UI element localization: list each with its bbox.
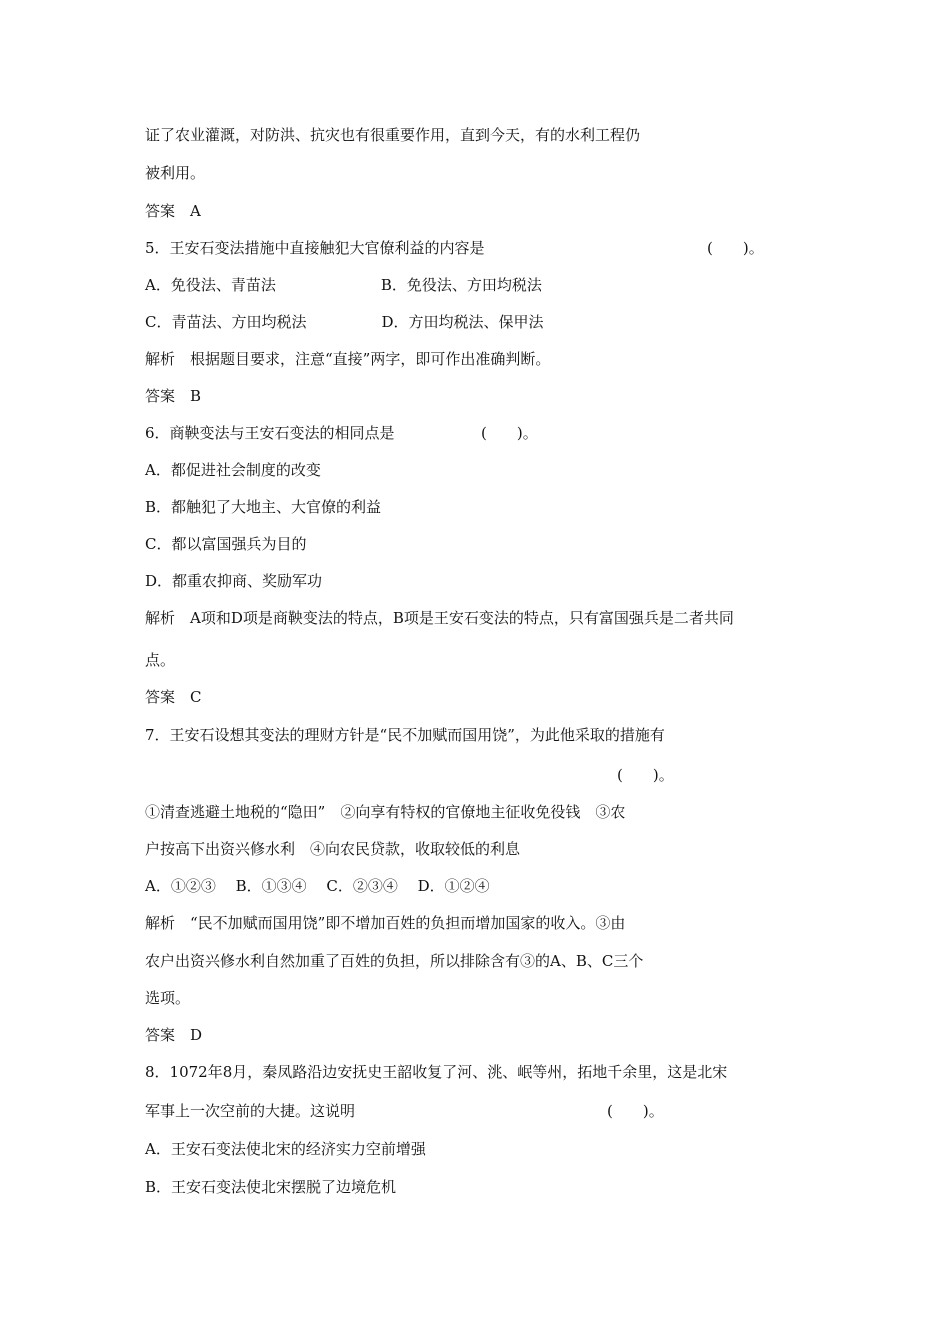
analysis-line: 农户出资兴修水利自然加重了百姓的负担，所以排除含有③的A、B、C三个 [145,952,644,970]
answer-line: 答案 C [145,688,202,706]
text-line: 被利用。 [145,164,206,182]
option-d: D．都重农抑商、奖励军功 [145,572,323,590]
option-b: B．都触犯了大地主、大官僚的利益 [145,498,382,516]
question-5: 5．王安石变法措施中直接触犯大官僚利益的内容是 [145,239,485,257]
answer-line: 答案 D [145,1026,203,1044]
answer-blank: ( )。 [707,239,764,257]
statement-line: 户按高下出资兴修水利 ④向农民贷款，收取较低的利息 [145,840,521,858]
option-b: B．王安石变法使北宋摆脱了边境危机 [145,1178,397,1196]
answer-line: 答案 A [145,202,201,220]
analysis-line: 点。 [145,651,176,669]
question-8: 8．1072年8月，秦凤路沿边安抚史王韶收复了河、洮、岷等州，拓地千余里，这是北宋 [145,1063,728,1081]
answer-blank: ( )。 [617,766,674,784]
question-7: 7．王安石设想其变法的理财方针是“民不加赋而国用饶”，为此他采取的措施有 [145,726,665,744]
answer-line: 答案 B [145,387,202,405]
analysis-line: 解析 根据题目要求，注意“直接”两字，即可作出准确判断。 [145,350,551,368]
statement-line: ①清查逃避土地税的“隐田” ②向享有特权的官僚地主征收免役钱 ③农 [145,803,626,821]
analysis-line: 解析 A项和D项是商鞅变法的特点，B项是王安石变法的特点，只有富国强兵是二者共同 [145,609,734,627]
text-line: 证了农业灌溉，对防洪、抗灾也有很重要作用，直到今天，有的水利工程仍 [145,126,641,144]
option-a: A．都促进社会制度的改变 [145,461,321,479]
option-line: A．①②③ B．①③④ C．②③④ D．①②④ [145,877,490,895]
answer-blank: ( )。 [481,424,538,442]
question-6: 6．商鞅变法与王安石变法的相同点是 [145,424,395,442]
question-8-cont: 军事上一次空前的大捷。这说明 [145,1102,356,1120]
answer-blank: ( )。 [607,1102,664,1120]
option-line: C．青苗法、方田均税法 D．方田均税法、保甲法 [145,313,544,331]
option-a: A．王安石变法使北宋的经济实力空前增强 [145,1140,426,1158]
option-line: A．免役法、青苗法 B．免役法、方田均税法 [145,276,542,294]
option-c: C．都以富国强兵为目的 [145,535,307,553]
analysis-line: 解析 “民不加赋而国用饶”即不增加百姓的负担而增加国家的收入。③由 [145,914,626,932]
analysis-line: 选项。 [145,989,191,1007]
